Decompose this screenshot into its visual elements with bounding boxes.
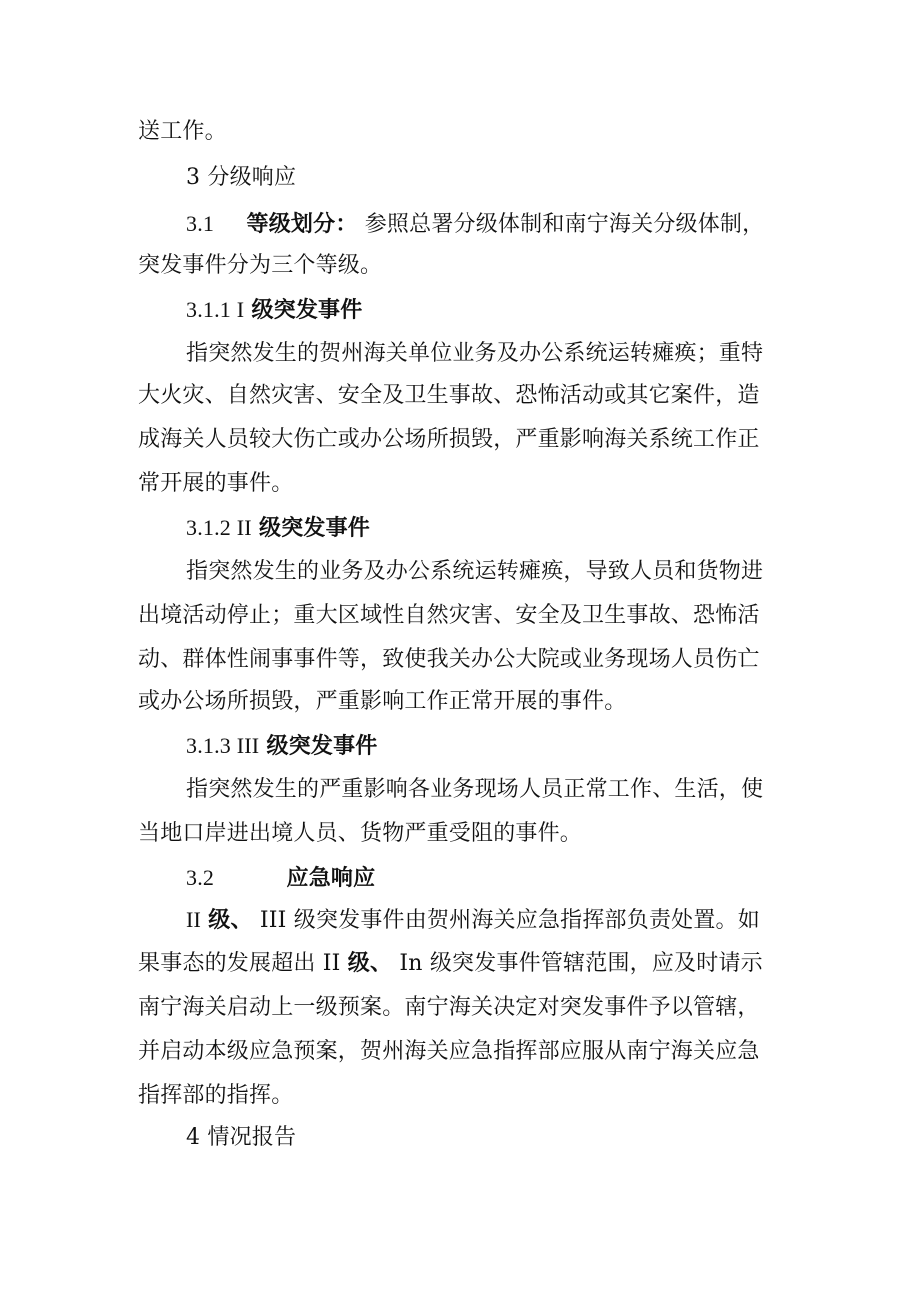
subsection-heading-3-1-3 [186,732,836,761]
heading-text: 级突发事件 [258,516,370,541]
paragraph-line [138,994,788,1022]
paragraph-line [138,118,788,146]
section-heading-3-2 [186,864,836,893]
paragraph-line [186,906,836,935]
text: 出境活动停止；重大区域性自然灾害、安全及卫生事故、恐怖活 [138,603,760,628]
text: 南宁海关启动上一级预案。南宁海关决定对突发事件予以管辖， [138,995,760,1020]
section-heading-3 [186,164,836,192]
heading-text: 级突发事件 [266,734,378,759]
paragraph-line [138,426,788,454]
section-number: 3.1 [186,211,215,236]
text: 当地口岸进出境人员、货物严重受阻的事件。 [138,821,583,846]
text: 或办公场所损毁，严重影响工作正常开展的事件。 [138,689,627,714]
text: 指突然发生的业务及办公系统运转瘫痪，导致人员和货物进 [186,559,764,584]
bold-label: 等级划分： [246,212,358,237]
section-heading-4 [186,1124,836,1152]
text: 指突然发生的严重影响各业务现场人员正常工作、生活，使 [186,777,764,802]
paragraph-line [138,646,788,674]
paragraph-line [186,340,836,368]
text: 并启动本级应急预案，贺州海关应急指挥部应服从南宁海关应急 [138,1039,760,1064]
subsection-heading-3-1-2 [186,514,836,543]
text: 参照总署分级体制和南宁海关分级体制， [364,212,765,237]
text: In 级突发事件管辖范围，应及时请示 [399,951,763,976]
section-3-1-line [186,210,836,239]
section-number: 3.1.3 III [186,733,260,758]
text: 果事态的发展超出 II [138,951,341,976]
section-number: 3.1.2 II [186,515,252,540]
paragraph-line [138,820,788,848]
text: 指挥部的指挥。 [138,1083,294,1108]
text: 突发事件分为三个等级。 [138,253,383,278]
text: 动、群体性闹事事件等，致使我关办公大院或业务现场人员伤亡 [138,647,760,672]
heading-text: 4 情况报告 [186,1125,297,1150]
bold-text: 级、 [208,908,253,933]
level-text: II [186,907,202,932]
paragraph-line [138,950,788,978]
paragraph-line [138,252,788,280]
bold-text: 级、 [347,951,393,976]
text: 送工作。 [138,119,227,144]
text: 常开展的事件。 [138,471,294,496]
text: 指突然发生的贺州海关单位业务及办公系统运转瘫痪；重特 [186,341,764,366]
section-number: 3.1.1 I [186,297,245,322]
text: 成海关人员较大伤亡或办公场所损毁，严重影响海关系统工作正 [138,427,760,452]
paragraph-line [138,382,788,410]
paragraph-line [138,602,788,630]
text: 大火灾、自然灾害、安全及卫生事故、恐怖活动或其它案件，造 [138,383,760,408]
paragraph-line [138,1038,788,1066]
heading-text: 级突发事件 [251,298,363,323]
paragraph-line [138,470,788,498]
subsection-heading-3-1-1 [186,296,836,325]
heading-text: 3 分级响应 [186,165,297,190]
paragraph-line [186,558,836,586]
paragraph-line [186,776,836,804]
section-number: 3.2 [186,865,215,890]
heading-text: 应急响应 [286,866,376,891]
paragraph-line [138,1082,788,1110]
text: III 级突发事件由贺州海关应急指挥部负责处置。如 [259,908,760,933]
paragraph-line [138,688,788,716]
